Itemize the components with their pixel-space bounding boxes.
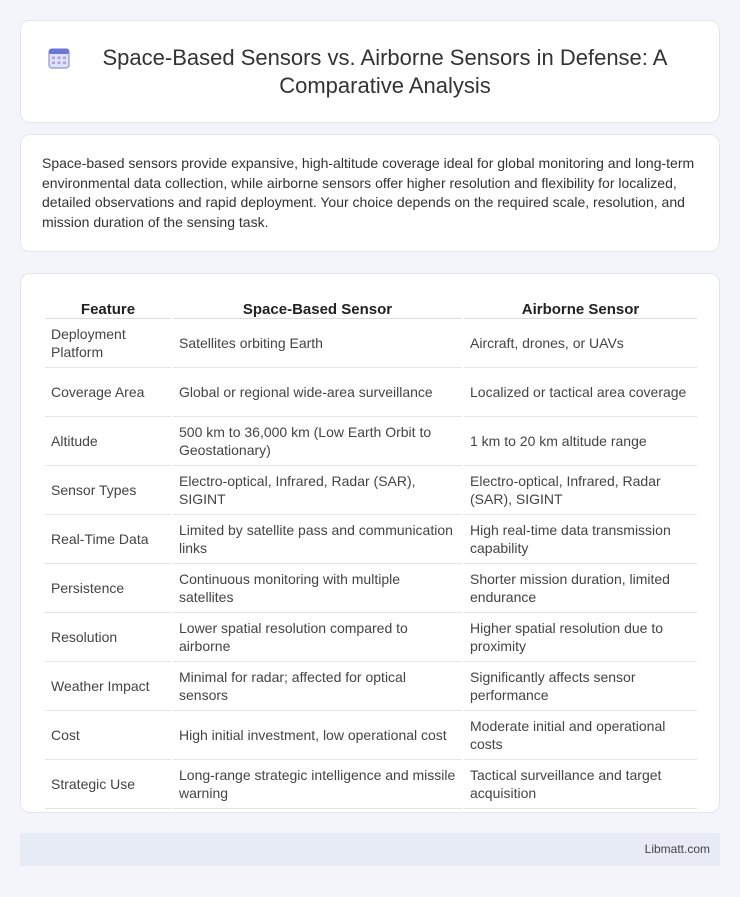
feature-cell: Strategic Use (45, 760, 171, 809)
header-feature: Feature (45, 296, 171, 319)
airborne-cell: Localized or tactical area coverage (464, 368, 697, 417)
airborne-cell: Moderate initial and operational costs (464, 711, 697, 760)
space-cell: Minimal for radar; affected for optical sensors (173, 662, 462, 711)
table-row (45, 515, 697, 564)
table-row (45, 711, 697, 760)
space-cell: Lower spatial resolution compared to airborne (173, 613, 462, 662)
airborne-cell: Higher spatial resolution due to proximity (464, 613, 697, 662)
feature-cell: Coverage Area (45, 368, 171, 417)
space-cell: Satellites orbiting Earth (173, 319, 462, 368)
page-title: Space-Based Sensors vs. Airborne Sensors in Defense: A Comparative Analysis (102, 44, 668, 98)
comparison-table-card (20, 273, 720, 813)
comparison-table (43, 296, 699, 809)
feature-cell: Cost (45, 711, 171, 760)
table-row (45, 417, 697, 466)
header-airborne: Airborne Sensor (464, 296, 697, 319)
airborne-cell: Electro-optical, Infrared, Radar (SAR), SIGINT (464, 466, 697, 515)
feature-cell: Sensor Types (45, 466, 171, 515)
summary-text: Space-based sensors provide expansive, high-altitude coverage ideal for global monitoring and long-term environmental data collection, while airborne sensors offer higher resolution and flexibility for localized, detailed observations and rapid deployment. Your choice depends on the required scale, resolution, and mission duration of the sensing task. (42, 155, 695, 230)
feature-cell: Real-Time Data (45, 515, 171, 564)
airborne-cell: Aircraft, drones, or UAVs (464, 319, 697, 368)
airborne-cell: High real-time data transmission capability (464, 515, 697, 564)
space-cell: High initial investment, low operational cost (173, 711, 462, 760)
feature-cell: Weather Impact (45, 662, 171, 711)
feature-cell: Altitude (45, 417, 171, 466)
table-row (45, 760, 697, 809)
space-cell: Electro-optical, Infrared, Radar (SAR), SIGINT (173, 466, 462, 515)
table-header-row (45, 296, 697, 319)
space-cell: Continuous monitoring with multiple satellites (173, 564, 462, 613)
title-wrapper (21, 21, 719, 122)
table-row (45, 613, 697, 662)
table-row (45, 368, 697, 417)
table-row (45, 662, 697, 711)
summary-card (20, 134, 720, 252)
feature-cell: Persistence (45, 564, 171, 613)
footer-brand-link[interactable]: Libmatt.com (644, 842, 710, 856)
space-cell: Long-range strategic intelligence and missile warning (173, 760, 462, 809)
table-row (45, 319, 697, 368)
space-cell: Limited by satellite pass and communication links (173, 515, 462, 564)
airborne-cell: 1 km to 20 km altitude range (464, 417, 697, 466)
feature-cell: Resolution (45, 613, 171, 662)
table-row (45, 564, 697, 613)
airborne-cell: Significantly affects sensor performance (464, 662, 697, 711)
table-row (45, 466, 697, 515)
space-cell: Global or regional wide-area surveillance (173, 368, 462, 417)
airborne-cell: Tactical surveillance and target acquisition (464, 760, 697, 809)
title-card (20, 20, 720, 123)
space-cell: 500 km to 36,000 km (Low Earth Orbit to Geostationary) (173, 417, 462, 466)
header-space-based: Space-Based Sensor (173, 296, 462, 319)
feature-cell: Deployment Platform (45, 319, 171, 368)
airborne-cell: Shorter mission duration, limited endurance (464, 564, 697, 613)
footer-bar (20, 833, 720, 866)
